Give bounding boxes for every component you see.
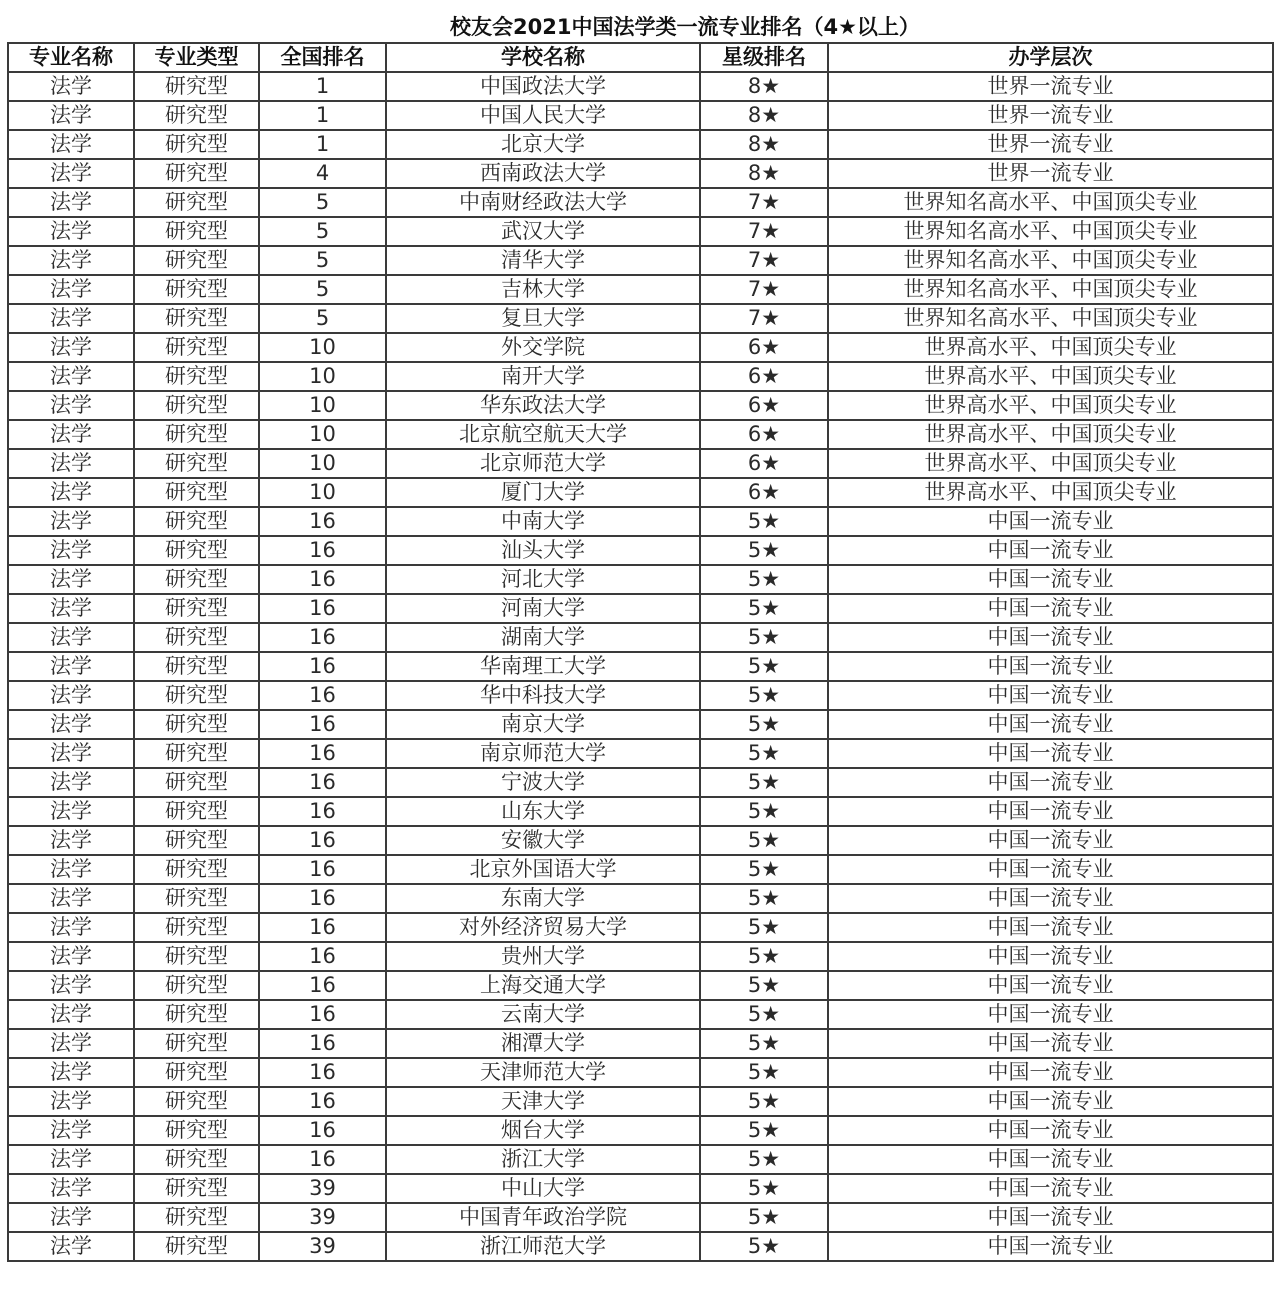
cell-level: 世界一流专业	[828, 159, 1273, 188]
table-row	[8, 275, 1273, 304]
cell-major-type: 研究型	[134, 420, 259, 449]
cell-star-rank: 7★	[700, 188, 828, 217]
cell-level: 中国一流专业	[828, 536, 1273, 565]
ranking-table	[7, 42, 1274, 1262]
cell-national-rank: 16	[259, 971, 386, 1000]
cell-national-rank: 16	[259, 710, 386, 739]
cell-star-rank: 5★	[700, 739, 828, 768]
cell-star-rank: 5★	[700, 768, 828, 797]
cell-school-name: 烟台大学	[386, 1116, 700, 1145]
cell-star-rank: 5★	[700, 1000, 828, 1029]
cell-star-rank: 5★	[700, 1203, 828, 1232]
cell-national-rank: 5	[259, 275, 386, 304]
cell-level: 世界知名高水平、中国顶尖专业	[828, 188, 1273, 217]
cell-star-rank: 5★	[700, 826, 828, 855]
cell-major-type: 研究型	[134, 1058, 259, 1087]
cell-major-name: 法学	[8, 1203, 134, 1232]
table-row	[8, 362, 1273, 391]
cell-school-name: 安徽大学	[386, 826, 700, 855]
cell-major-name: 法学	[8, 826, 134, 855]
table-row	[8, 130, 1273, 159]
cell-school-name: 北京航空航天大学	[386, 420, 700, 449]
cell-level: 世界知名高水平、中国顶尖专业	[828, 217, 1273, 246]
cell-major-name: 法学	[8, 565, 134, 594]
cell-school-name: 外交学院	[386, 333, 700, 362]
cell-star-rank: 5★	[700, 1087, 828, 1116]
cell-level: 中国一流专业	[828, 855, 1273, 884]
cell-school-name: 湖南大学	[386, 623, 700, 652]
cell-major-type: 研究型	[134, 739, 259, 768]
cell-major-type: 研究型	[134, 188, 259, 217]
cell-star-rank: 6★	[700, 391, 828, 420]
cell-national-rank: 16	[259, 1145, 386, 1174]
cell-national-rank: 5	[259, 304, 386, 333]
cell-level: 中国一流专业	[828, 826, 1273, 855]
cell-major-name: 法学	[8, 130, 134, 159]
table-row	[8, 942, 1273, 971]
cell-major-type: 研究型	[134, 971, 259, 1000]
cell-school-name: 华东政法大学	[386, 391, 700, 420]
table-header-row	[8, 43, 1273, 72]
cell-national-rank: 10	[259, 449, 386, 478]
cell-major-type: 研究型	[134, 507, 259, 536]
cell-major-type: 研究型	[134, 391, 259, 420]
header-national-rank: 全国排名	[259, 43, 386, 72]
cell-major-name: 法学	[8, 246, 134, 275]
cell-national-rank: 39	[259, 1174, 386, 1203]
cell-major-name: 法学	[8, 391, 134, 420]
cell-school-name: 华中科技大学	[386, 681, 700, 710]
cell-major-name: 法学	[8, 1087, 134, 1116]
cell-school-name: 厦门大学	[386, 478, 700, 507]
cell-major-name: 法学	[8, 681, 134, 710]
cell-major-name: 法学	[8, 942, 134, 971]
table-row	[8, 246, 1273, 275]
cell-star-rank: 8★	[700, 130, 828, 159]
table-row	[8, 623, 1273, 652]
cell-national-rank: 5	[259, 217, 386, 246]
cell-national-rank: 16	[259, 1029, 386, 1058]
table-body	[8, 72, 1273, 1261]
table-row	[8, 913, 1273, 942]
cell-school-name: 中国政法大学	[386, 72, 700, 101]
cell-major-name: 法学	[8, 536, 134, 565]
table-row	[8, 565, 1273, 594]
cell-major-name: 法学	[8, 478, 134, 507]
cell-school-name: 山东大学	[386, 797, 700, 826]
cell-national-rank: 16	[259, 739, 386, 768]
table-row	[8, 217, 1273, 246]
cell-school-name: 吉林大学	[386, 275, 700, 304]
cell-level: 世界知名高水平、中国顶尖专业	[828, 246, 1273, 275]
cell-school-name: 复旦大学	[386, 304, 700, 333]
cell-major-type: 研究型	[134, 710, 259, 739]
cell-major-type: 研究型	[134, 1000, 259, 1029]
table-row	[8, 449, 1273, 478]
cell-national-rank: 10	[259, 333, 386, 362]
cell-major-name: 法学	[8, 1000, 134, 1029]
cell-school-name: 贵州大学	[386, 942, 700, 971]
table-row	[8, 101, 1273, 130]
table-row	[8, 1145, 1273, 1174]
cell-school-name: 浙江大学	[386, 1145, 700, 1174]
cell-star-rank: 5★	[700, 681, 828, 710]
cell-level: 世界高水平、中国顶尖专业	[828, 420, 1273, 449]
cell-school-name: 中南大学	[386, 507, 700, 536]
cell-star-rank: 5★	[700, 884, 828, 913]
cell-major-type: 研究型	[134, 1203, 259, 1232]
cell-star-rank: 5★	[700, 797, 828, 826]
cell-major-name: 法学	[8, 304, 134, 333]
cell-major-name: 法学	[8, 652, 134, 681]
cell-major-type: 研究型	[134, 72, 259, 101]
cell-star-rank: 8★	[700, 101, 828, 130]
cell-national-rank: 16	[259, 623, 386, 652]
cell-level: 世界高水平、中国顶尖专业	[828, 449, 1273, 478]
cell-star-rank: 5★	[700, 565, 828, 594]
cell-level: 中国一流专业	[828, 565, 1273, 594]
cell-star-rank: 5★	[700, 1145, 828, 1174]
cell-major-type: 研究型	[134, 449, 259, 478]
cell-school-name: 汕头大学	[386, 536, 700, 565]
cell-school-name: 云南大学	[386, 1000, 700, 1029]
cell-major-name: 法学	[8, 1232, 134, 1261]
cell-level: 中国一流专业	[828, 681, 1273, 710]
cell-school-name: 中南财经政法大学	[386, 188, 700, 217]
cell-school-name: 华南理工大学	[386, 652, 700, 681]
table-row	[8, 652, 1273, 681]
cell-major-type: 研究型	[134, 304, 259, 333]
cell-level: 中国一流专业	[828, 1145, 1273, 1174]
cell-level: 中国一流专业	[828, 1116, 1273, 1145]
cell-school-name: 宁波大学	[386, 768, 700, 797]
cell-national-rank: 1	[259, 72, 386, 101]
cell-major-name: 法学	[8, 855, 134, 884]
table-row	[8, 855, 1273, 884]
table-row	[8, 1029, 1273, 1058]
cell-major-type: 研究型	[134, 101, 259, 130]
cell-star-rank: 5★	[700, 855, 828, 884]
cell-major-name: 法学	[8, 623, 134, 652]
table-row	[8, 391, 1273, 420]
cell-national-rank: 16	[259, 768, 386, 797]
cell-school-name: 中国青年政治学院	[386, 1203, 700, 1232]
cell-star-rank: 6★	[700, 420, 828, 449]
cell-major-type: 研究型	[134, 159, 259, 188]
cell-level: 中国一流专业	[828, 797, 1273, 826]
cell-school-name: 西南政法大学	[386, 159, 700, 188]
cell-major-name: 法学	[8, 913, 134, 942]
cell-major-type: 研究型	[134, 855, 259, 884]
table-row	[8, 1058, 1273, 1087]
cell-school-name: 北京大学	[386, 130, 700, 159]
table-row	[8, 1203, 1273, 1232]
cell-school-name: 东南大学	[386, 884, 700, 913]
cell-star-rank: 5★	[700, 1058, 828, 1087]
table-row	[8, 1232, 1273, 1261]
cell-national-rank: 16	[259, 1058, 386, 1087]
cell-major-type: 研究型	[134, 1232, 259, 1261]
header-school-name: 学校名称	[386, 43, 700, 72]
table-row	[8, 478, 1273, 507]
cell-major-type: 研究型	[134, 1116, 259, 1145]
cell-school-name: 河南大学	[386, 594, 700, 623]
cell-major-name: 法学	[8, 188, 134, 217]
table-row	[8, 594, 1273, 623]
cell-national-rank: 16	[259, 855, 386, 884]
header-major-type: 专业类型	[134, 43, 259, 72]
cell-level: 世界知名高水平、中国顶尖专业	[828, 275, 1273, 304]
cell-level: 世界知名高水平、中国顶尖专业	[828, 304, 1273, 333]
cell-school-name: 南京师范大学	[386, 739, 700, 768]
table-row	[8, 72, 1273, 101]
table-row	[8, 188, 1273, 217]
table-row	[8, 1000, 1273, 1029]
cell-national-rank: 16	[259, 797, 386, 826]
cell-star-rank: 7★	[700, 217, 828, 246]
cell-school-name: 湘潭大学	[386, 1029, 700, 1058]
table-row	[8, 536, 1273, 565]
cell-major-type: 研究型	[134, 333, 259, 362]
cell-major-name: 法学	[8, 159, 134, 188]
cell-national-rank: 16	[259, 652, 386, 681]
cell-level: 中国一流专业	[828, 768, 1273, 797]
cell-school-name: 河北大学	[386, 565, 700, 594]
cell-major-type: 研究型	[134, 942, 259, 971]
cell-level: 中国一流专业	[828, 507, 1273, 536]
cell-major-type: 研究型	[134, 536, 259, 565]
table-row	[8, 826, 1273, 855]
cell-level: 世界高水平、中国顶尖专业	[828, 478, 1273, 507]
table-row	[8, 1087, 1273, 1116]
cell-major-type: 研究型	[134, 1174, 259, 1203]
header-level: 办学层次	[828, 43, 1273, 72]
cell-level: 中国一流专业	[828, 942, 1273, 971]
cell-level: 中国一流专业	[828, 623, 1273, 652]
cell-national-rank: 16	[259, 913, 386, 942]
cell-school-name: 上海交通大学	[386, 971, 700, 1000]
cell-major-name: 法学	[8, 333, 134, 362]
cell-star-rank: 5★	[700, 594, 828, 623]
cell-major-type: 研究型	[134, 565, 259, 594]
table-row	[8, 507, 1273, 536]
table-row	[8, 971, 1273, 1000]
cell-school-name: 浙江师范大学	[386, 1232, 700, 1261]
table-row	[8, 420, 1273, 449]
cell-major-name: 法学	[8, 797, 134, 826]
cell-national-rank: 16	[259, 942, 386, 971]
cell-star-rank: 5★	[700, 536, 828, 565]
cell-school-name: 南京大学	[386, 710, 700, 739]
cell-major-type: 研究型	[134, 768, 259, 797]
cell-school-name: 武汉大学	[386, 217, 700, 246]
cell-level: 世界一流专业	[828, 72, 1273, 101]
cell-national-rank: 16	[259, 681, 386, 710]
cell-school-name: 清华大学	[386, 246, 700, 275]
cell-star-rank: 5★	[700, 507, 828, 536]
table-row	[8, 884, 1273, 913]
cell-major-type: 研究型	[134, 913, 259, 942]
header-major-name: 专业名称	[8, 43, 134, 72]
cell-major-name: 法学	[8, 275, 134, 304]
table-row	[8, 1174, 1273, 1203]
cell-school-name: 中国人民大学	[386, 101, 700, 130]
cell-national-rank: 16	[259, 1116, 386, 1145]
cell-school-name: 南开大学	[386, 362, 700, 391]
cell-star-rank: 5★	[700, 652, 828, 681]
cell-level: 中国一流专业	[828, 594, 1273, 623]
cell-level: 世界高水平、中国顶尖专业	[828, 333, 1273, 362]
cell-level: 中国一流专业	[828, 1058, 1273, 1087]
cell-major-type: 研究型	[134, 797, 259, 826]
cell-level: 中国一流专业	[828, 1174, 1273, 1203]
cell-star-rank: 5★	[700, 1116, 828, 1145]
cell-major-type: 研究型	[134, 217, 259, 246]
cell-major-type: 研究型	[134, 884, 259, 913]
cell-school-name: 中山大学	[386, 1174, 700, 1203]
cell-major-type: 研究型	[134, 1145, 259, 1174]
cell-level: 世界一流专业	[828, 130, 1273, 159]
cell-major-name: 法学	[8, 710, 134, 739]
cell-major-type: 研究型	[134, 826, 259, 855]
cell-major-type: 研究型	[134, 275, 259, 304]
cell-star-rank: 5★	[700, 1174, 828, 1203]
cell-major-type: 研究型	[134, 1087, 259, 1116]
cell-major-name: 法学	[8, 768, 134, 797]
cell-star-rank: 5★	[700, 623, 828, 652]
header-star-rank: 星级排名	[700, 43, 828, 72]
cell-level: 世界一流专业	[828, 101, 1273, 130]
document-title: 校友会2021中国法学类一流专业排名（4★以上）	[450, 15, 920, 39]
cell-national-rank: 4	[259, 159, 386, 188]
cell-major-type: 研究型	[134, 130, 259, 159]
cell-national-rank: 16	[259, 826, 386, 855]
cell-national-rank: 5	[259, 188, 386, 217]
cell-school-name: 天津师范大学	[386, 1058, 700, 1087]
cell-star-rank: 6★	[700, 478, 828, 507]
cell-national-rank: 16	[259, 884, 386, 913]
cell-major-type: 研究型	[134, 681, 259, 710]
cell-school-name: 天津大学	[386, 1087, 700, 1116]
cell-major-type: 研究型	[134, 246, 259, 275]
cell-level: 中国一流专业	[828, 913, 1273, 942]
cell-major-name: 法学	[8, 1029, 134, 1058]
cell-star-rank: 7★	[700, 246, 828, 275]
table-row	[8, 710, 1273, 739]
cell-major-name: 法学	[8, 101, 134, 130]
cell-level: 中国一流专业	[828, 1203, 1273, 1232]
cell-level: 世界高水平、中国顶尖专业	[828, 362, 1273, 391]
cell-star-rank: 6★	[700, 362, 828, 391]
cell-level: 中国一流专业	[828, 884, 1273, 913]
cell-major-type: 研究型	[134, 594, 259, 623]
table-row	[8, 768, 1273, 797]
table-row	[8, 1116, 1273, 1145]
cell-national-rank: 1	[259, 130, 386, 159]
cell-star-rank: 8★	[700, 72, 828, 101]
cell-national-rank: 10	[259, 420, 386, 449]
cell-national-rank: 16	[259, 507, 386, 536]
cell-level: 世界高水平、中国顶尖专业	[828, 391, 1273, 420]
cell-national-rank: 5	[259, 246, 386, 275]
cell-national-rank: 16	[259, 536, 386, 565]
cell-major-name: 法学	[8, 884, 134, 913]
cell-major-name: 法学	[8, 1174, 134, 1203]
cell-national-rank: 1	[259, 101, 386, 130]
cell-major-type: 研究型	[134, 478, 259, 507]
cell-star-rank: 5★	[700, 710, 828, 739]
cell-level: 中国一流专业	[828, 1000, 1273, 1029]
cell-star-rank: 7★	[700, 304, 828, 333]
cell-major-type: 研究型	[134, 623, 259, 652]
cell-major-name: 法学	[8, 449, 134, 478]
table-row	[8, 739, 1273, 768]
cell-major-name: 法学	[8, 971, 134, 1000]
cell-school-name: 对外经济贸易大学	[386, 913, 700, 942]
cell-major-name: 法学	[8, 217, 134, 246]
cell-star-rank: 5★	[700, 1232, 828, 1261]
cell-level: 中国一流专业	[828, 1029, 1273, 1058]
cell-major-name: 法学	[8, 594, 134, 623]
cell-star-rank: 7★	[700, 275, 828, 304]
cell-level: 中国一流专业	[828, 710, 1273, 739]
cell-national-rank: 16	[259, 594, 386, 623]
table-row	[8, 333, 1273, 362]
cell-major-type: 研究型	[134, 362, 259, 391]
table-row	[8, 797, 1273, 826]
cell-major-name: 法学	[8, 362, 134, 391]
cell-national-rank: 16	[259, 1087, 386, 1116]
cell-major-name: 法学	[8, 739, 134, 768]
cell-national-rank: 39	[259, 1232, 386, 1261]
table-row	[8, 304, 1273, 333]
cell-major-name: 法学	[8, 1116, 134, 1145]
cell-national-rank: 39	[259, 1203, 386, 1232]
cell-national-rank: 10	[259, 362, 386, 391]
cell-star-rank: 6★	[700, 333, 828, 362]
cell-level: 中国一流专业	[828, 971, 1273, 1000]
cell-major-type: 研究型	[134, 652, 259, 681]
cell-star-rank: 8★	[700, 159, 828, 188]
cell-national-rank: 16	[259, 1000, 386, 1029]
cell-major-name: 法学	[8, 1145, 134, 1174]
cell-major-name: 法学	[8, 1058, 134, 1087]
cell-national-rank: 16	[259, 565, 386, 594]
cell-national-rank: 10	[259, 478, 386, 507]
cell-star-rank: 5★	[700, 942, 828, 971]
cell-national-rank: 10	[259, 391, 386, 420]
cell-school-name: 北京师范大学	[386, 449, 700, 478]
cell-major-name: 法学	[8, 420, 134, 449]
cell-major-type: 研究型	[134, 1029, 259, 1058]
cell-star-rank: 6★	[700, 449, 828, 478]
cell-star-rank: 5★	[700, 913, 828, 942]
cell-star-rank: 5★	[700, 1029, 828, 1058]
cell-major-name: 法学	[8, 507, 134, 536]
cell-star-rank: 5★	[700, 971, 828, 1000]
table-row	[8, 681, 1273, 710]
cell-level: 中国一流专业	[828, 1087, 1273, 1116]
cell-level: 中国一流专业	[828, 1232, 1273, 1261]
table-row	[8, 159, 1273, 188]
cell-level: 中国一流专业	[828, 652, 1273, 681]
cell-school-name: 北京外国语大学	[386, 855, 700, 884]
cell-level: 中国一流专业	[828, 739, 1273, 768]
cell-major-name: 法学	[8, 72, 134, 101]
